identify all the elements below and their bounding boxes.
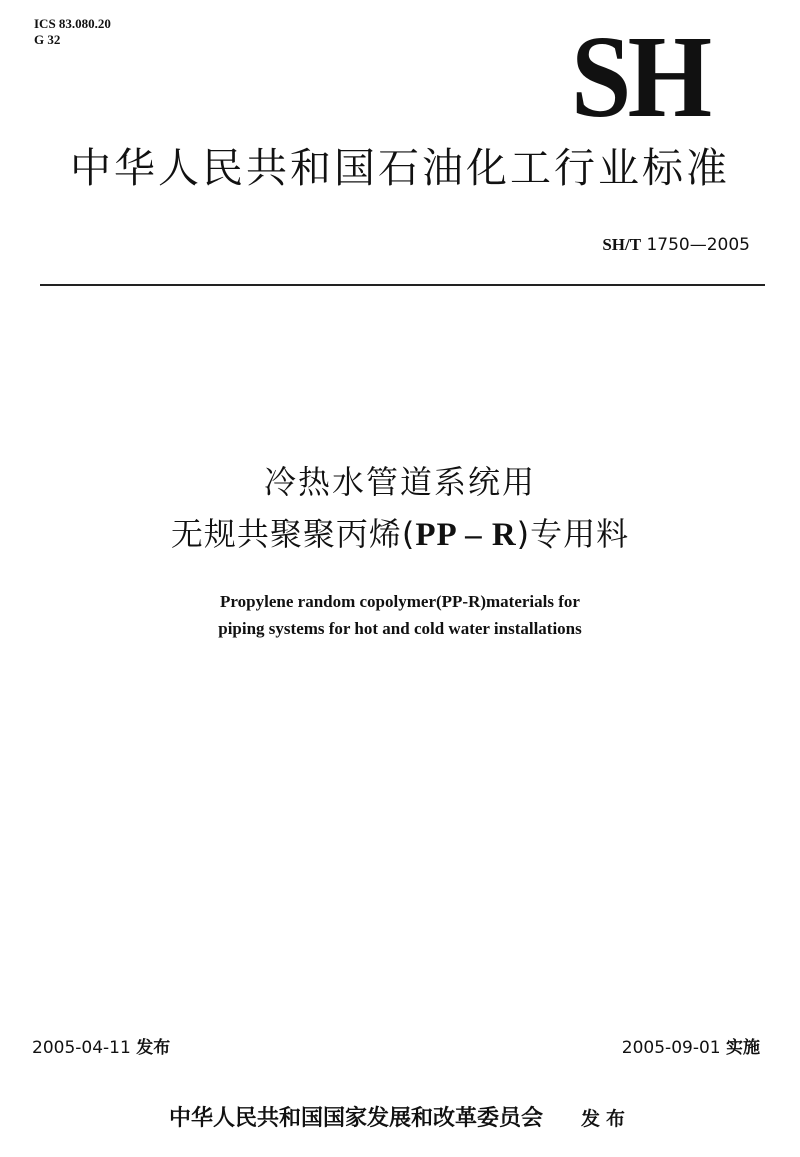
issue-date-value: 2005-04-11: [32, 1038, 131, 1058]
publisher-line: [0, 1103, 800, 1135]
title-en-line2: piping systems for hot and cold water installations: [218, 619, 582, 638]
classification-codes: [34, 16, 111, 48]
implement-date-value: 2005-09-01: [621, 1038, 721, 1058]
title-zh-line1: 冷热水管道系统用: [263, 463, 536, 501]
title-zh-line2-material: PP – R: [415, 517, 517, 553]
standard-code: [602, 234, 750, 256]
issue-date-label: 发布: [136, 1038, 171, 1058]
implement-date-label: 实施: [726, 1038, 760, 1058]
standard-code-number: 1750—2005: [646, 235, 750, 255]
ics-code: ICS 83.080.20: [34, 16, 111, 31]
standard-category: 中华人民共和国石油化工行业标准: [70, 144, 730, 192]
title-en-line1: Propylene random copolymer(PP-R)materials for: [220, 592, 580, 611]
publisher-verb: 发布: [581, 1108, 632, 1130]
title-zh-line2-part-a: 无规共聚聚丙烯(: [170, 515, 416, 553]
title-zh-line2: [0, 512, 800, 557]
title-zh-line2-part-c: )专用料: [516, 515, 630, 553]
class-code: G 32: [34, 32, 61, 47]
header-divider: [40, 284, 765, 286]
standard-code-prefix: SH/T: [602, 235, 642, 254]
issue-date: [32, 1036, 170, 1060]
publisher-name: 中华人民共和国国家发展和改革委员会: [168, 1106, 543, 1131]
implement-date: [622, 1036, 760, 1060]
sh-logo: SH: [570, 11, 708, 142]
